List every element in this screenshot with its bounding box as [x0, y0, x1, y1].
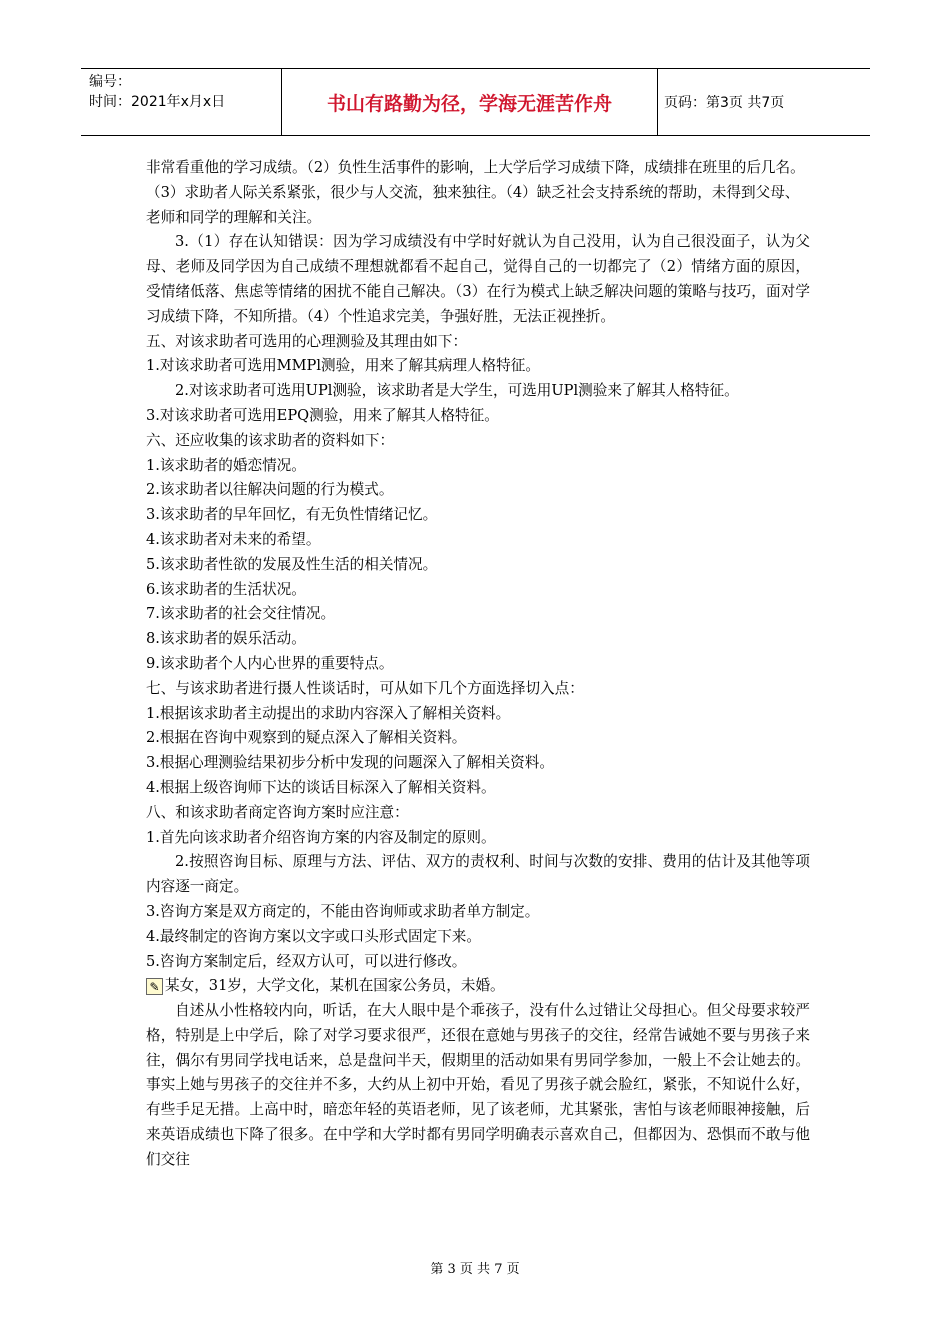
list-item: 1.根据该求助者主动提出的求助内容深入了解相关资料。 — [146, 704, 511, 722]
list-item: 9.该求助者个人内心世界的重要特点。 — [146, 654, 394, 672]
list-item: 5.咨询方案制定后，经双方认可，可以进行修改。 — [146, 952, 467, 970]
clip-icon[interactable]: ✎ — [146, 978, 163, 995]
list-item: 1.首先向该求助者介绍咨询方案的内容及制定的原则。 — [146, 828, 496, 846]
list-item: 3.根据心理测验结果初步分析中发现的问题深入了解相关资料。 — [146, 754, 554, 772]
header-meta — [81, 69, 282, 135]
list-item: 2.该求助者以往解决问题的行为模式。 — [146, 481, 394, 499]
case-intro-line — [146, 974, 810, 999]
page-header — [81, 68, 870, 136]
section-heading: 六、还应收集的该求助者的资料如下： — [146, 431, 395, 449]
header-motto: 书山有路勤为径，学海无涯苦作舟 — [282, 69, 658, 135]
list-item: 4.根据上级咨询师下达的谈话目标深入了解相关资料。 — [146, 778, 496, 796]
number-label: 编号： — [89, 74, 131, 90]
document-body — [146, 156, 810, 1173]
page-footer: 第 3 页 共 7 页 — [430, 1262, 520, 1277]
paragraph: 自述从小性格较内向，听话，在大人眼中是个乖孩子，没有什么过错让父母担心。但父母要求较严格，特别是上中学后，除了对学习要求很严，还很在意她与男孩子的交往，经常告诫她不要与男孩子来往，偶尔有男同学找电话来，总是盘问半天，假期里的活动如果有男同学参加，一般上不会让她去的。事实上她与男孩子的交往并不多，大约从上初中开始，看见了男孩子就会脸红，紧张，不知说什么好，有些手足无措。上高中时，暗恋年轻的英语老师，见了该老师，尤其紧张，害怕与该老师眼神接触，后来英语成绩也下降了很多。在中学和大学时都有男同学明确表示喜欢自己，但都因为、恐惧而不敢与他们交往 — [146, 1002, 810, 1168]
paragraph: 非常看重他的学习成绩。（2）负性生活事件的影响，上大学后学习成绩下降，成绩排在班里的后几名。（3）求助者人际关系紧张，很少与人交流，独来独往。（4）缺乏社会支持系统的帮助，未得到父母、老师和同学的理解和关注。 — [146, 159, 805, 226]
section-heading: 八、和该求助者商定咨询方案时应注意： — [146, 803, 409, 821]
section-heading: 五、对该求助者可选用的心理测验及其理由如下： — [146, 332, 468, 350]
case-intro-text: 某女，31岁，大学文化，某机在国家公务员，未婚。 — [165, 977, 505, 995]
list-item: 3.对该求助者可选用EPQ测验，用来了解其人格特征。 — [146, 406, 499, 424]
header-page-info: 页码：第3页 共7页 — [664, 95, 785, 111]
list-item: 1.该求助者的婚恋情况。 — [146, 456, 306, 474]
list-item: 1.对该求助者可选用MMPl测验，用来了解其病理人格特征。 — [146, 357, 540, 375]
list-item: 8.该求助者的娱乐活动。 — [146, 630, 306, 648]
list-item: 7.该求助者的社会交往情况。 — [146, 605, 336, 623]
list-item: 5.该求助者性欲的发展及性生活的相关情况。 — [146, 555, 438, 573]
list-item: 4.该求助者对未来的希望。 — [146, 530, 321, 548]
time-label: 时间：2021年x月x日 — [89, 94, 226, 110]
list-item: 3.该求助者的早年回忆，有无负性情绪记忆。 — [146, 506, 438, 524]
list-item: 2.对该求助者可选用UPl测验，该求助者是大学生，可选用UPl测验来了解其人格特征。 — [175, 382, 739, 400]
list-item: 3.咨询方案是双方商定的，不能由咨询师或求助者单方制定。 — [146, 902, 540, 920]
list-item: 2.按照咨询目标、原理与方法、评估、双方的责权利、时间与次数的安排、费用的估计及其他等项内容逐一商定。 — [146, 853, 810, 896]
list-item: 4.最终制定的咨询方案以文字或口头形式固定下来。 — [146, 927, 481, 945]
section-heading: 七、与该求助者进行摄人性谈话时，可从如下几个方面选择切入点： — [146, 679, 584, 697]
list-item: 6.该求助者的生活状况。 — [146, 580, 306, 598]
list-item: 2.根据在咨询中观察到的疑点深入了解相关资料。 — [146, 729, 467, 747]
paragraph: 3.（1）存在认知错误：因为学习成绩没有中学时好就认为自己没用，认为自己很没面子，认为父母、老师及同学因为自己成绩不理想就都看不起自己，觉得自己的一切都完了（2）情绪方面的原因，受情绪低落、焦虑等情绪的困扰不能自己解决。（3）在行为模式上缺乏解决问题的策略与技巧，面对学习成绩下降，不知所措。（4）个性追求完美，争强好胜，无法正视挫折。 — [146, 233, 810, 325]
